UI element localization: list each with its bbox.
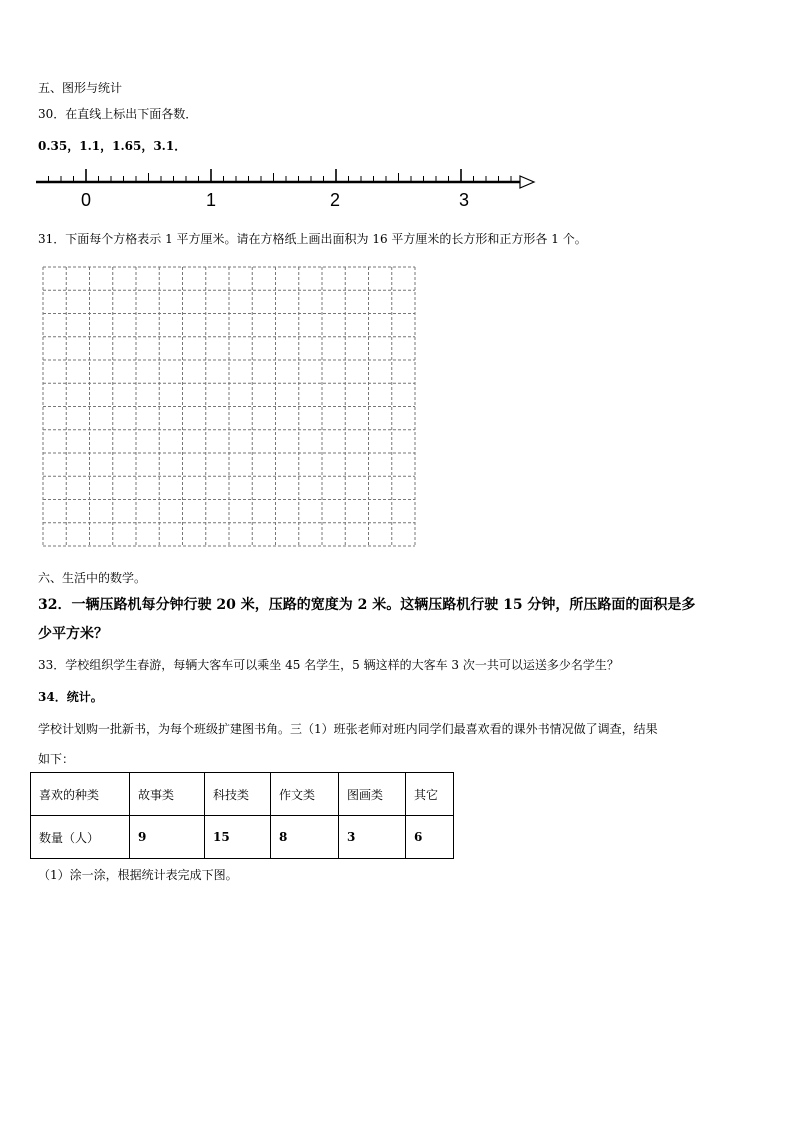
table-cell: 6 bbox=[406, 816, 454, 859]
statistics-table bbox=[30, 772, 454, 859]
question-34-title: 34．统计。 bbox=[38, 690, 103, 704]
question-30-numbers: 0.35，1.1，1.65，3.1． bbox=[38, 139, 187, 153]
number-line-ticks bbox=[49, 169, 512, 182]
table-cell: 15 bbox=[205, 816, 271, 859]
table-row bbox=[31, 816, 454, 859]
question-32-line-2: 少平方米？ bbox=[38, 626, 108, 642]
table-header-cell: 其它 bbox=[406, 773, 454, 816]
question-34-intro-line-1: 学校计划购一批新书，为每个班级扩建图书角。三（1）班张老师对班内同学们最喜欢看的课外书情况做了调查，结果 bbox=[38, 722, 658, 736]
grid-lines bbox=[43, 267, 415, 546]
table-header-row bbox=[31, 773, 454, 816]
table-cell: 3 bbox=[339, 816, 406, 859]
section-6-title: 六、生活中的数学。 bbox=[38, 571, 147, 585]
table-cell: 8 bbox=[271, 816, 339, 859]
question-34-intro-line-2: 如下： bbox=[38, 752, 75, 766]
square-grid-paper bbox=[40, 264, 420, 552]
table-cell: 数量（人） bbox=[31, 816, 130, 859]
table-header-cell: 喜欢的种类 bbox=[31, 773, 130, 816]
table-header-cell: 科技类 bbox=[205, 773, 271, 816]
section-5-title: 五、图形与统计 bbox=[38, 81, 123, 95]
question-34-sub-1: （1）涂一涂，根据统计表完成下图。 bbox=[38, 868, 238, 882]
number-line bbox=[36, 160, 546, 212]
question-33-text: 33．学校组织学生春游，每辆大客车可以乘坐 45 名学生，5 辆这样的大客车 3 次一共可以运送多少名学生？ bbox=[38, 658, 619, 672]
axis-label-3: 3 bbox=[458, 190, 470, 210]
table-header-cell: 作文类 bbox=[271, 773, 339, 816]
axis-label-0: 0 bbox=[80, 190, 92, 210]
table-header-cell: 图画类 bbox=[339, 773, 406, 816]
axis-label-2: 2 bbox=[329, 190, 341, 210]
question-32-line-1: 32．一辆压路机每分钟行驶 20 米，压路的宽度为 2 米。这辆压路机行驶 15 分钟，所压路面的面积是多 bbox=[38, 597, 696, 613]
axis-label-1: 1 bbox=[205, 190, 217, 210]
question-30-text: 30．在直线上标出下面各数． bbox=[38, 107, 198, 121]
table-cell: 9 bbox=[130, 816, 205, 859]
table-header-cell: 故事类 bbox=[130, 773, 205, 816]
number-line-arrow-icon bbox=[520, 176, 534, 188]
question-31-text: 31．下面每个方格表示 1 平方厘米。请在方格纸上画出面积为 16 平方厘米的长方形和正方形各 1 个。 bbox=[38, 232, 587, 246]
